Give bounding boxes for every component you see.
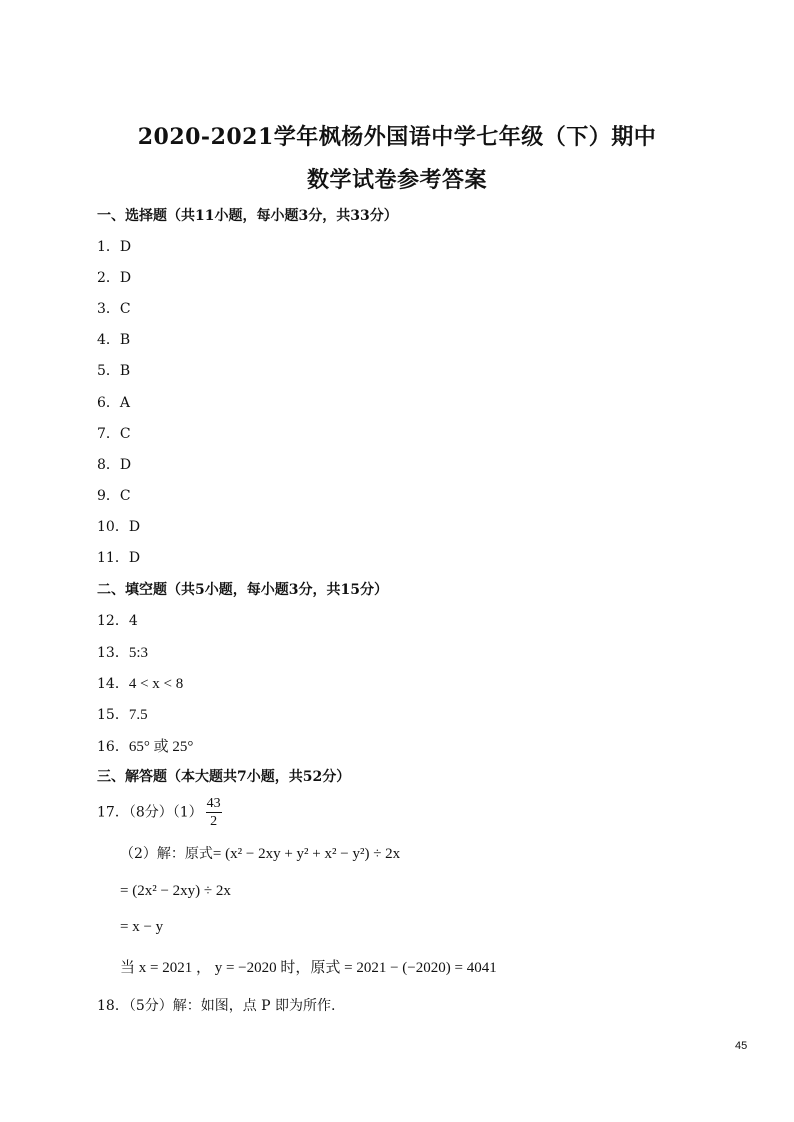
fraction: $\frac{43}{2}$	[206, 796, 221, 829]
answer-item: 8．D	[97, 457, 132, 473]
answer-item: 6．A	[97, 395, 131, 411]
q17-step-2: = (2x² − 2xy) ÷ 2x	[120, 883, 231, 899]
answer-item: 7．C	[97, 426, 131, 442]
answer-item: 11．D	[97, 550, 141, 566]
doc-title-line-1: 2020-2021学年枫杨外国语中学七年级（下）期中	[137, 124, 657, 150]
answer-item: 2．D	[97, 270, 132, 286]
answer-item: 4．B	[97, 332, 131, 348]
answer-item: 13．5:3	[97, 645, 148, 661]
answer-item: 3．C	[97, 301, 131, 317]
q17-step-3: = x − y	[120, 919, 164, 935]
doc-title-line-2: 数学试卷参考答案	[306, 167, 487, 193]
page-number: 45	[735, 1040, 748, 1052]
q17-part2: （2）解：原式= (x² − 2xy + y² + x² − y²) ÷ 2x	[120, 846, 401, 862]
section-1-heading: 一、选择题（共11小题，每小题3分，共33分）	[97, 208, 398, 224]
answer-item: 10．D	[97, 519, 141, 535]
q17-step-4: 当 x = 2021 ， y = −2020 时，原式 = 2021 − (−2020) = 4041	[120, 960, 497, 976]
answer-item: 12．4	[97, 613, 138, 629]
answer-item: 14．4 < x < 8	[97, 676, 184, 692]
q17-part1: 17．（8分）（1） $\frac{43}{2}$	[97, 796, 221, 829]
answer-item: 16．65° 或 25°	[97, 739, 194, 755]
answer-item: 9．C	[97, 488, 131, 504]
section-3-heading: 三、解答题（本大题共7小题，共52分）	[97, 769, 351, 785]
answer-item: 1．D	[97, 239, 132, 255]
section-2-heading: 二、填空题（共5小题，每小题3分，共15分）	[97, 582, 388, 598]
answer-item: 5．B	[97, 363, 131, 379]
answer-item: 15．7.5	[97, 707, 148, 723]
q18-text: 18．（5分）解：如图，点 P 即为所作.	[97, 998, 336, 1014]
